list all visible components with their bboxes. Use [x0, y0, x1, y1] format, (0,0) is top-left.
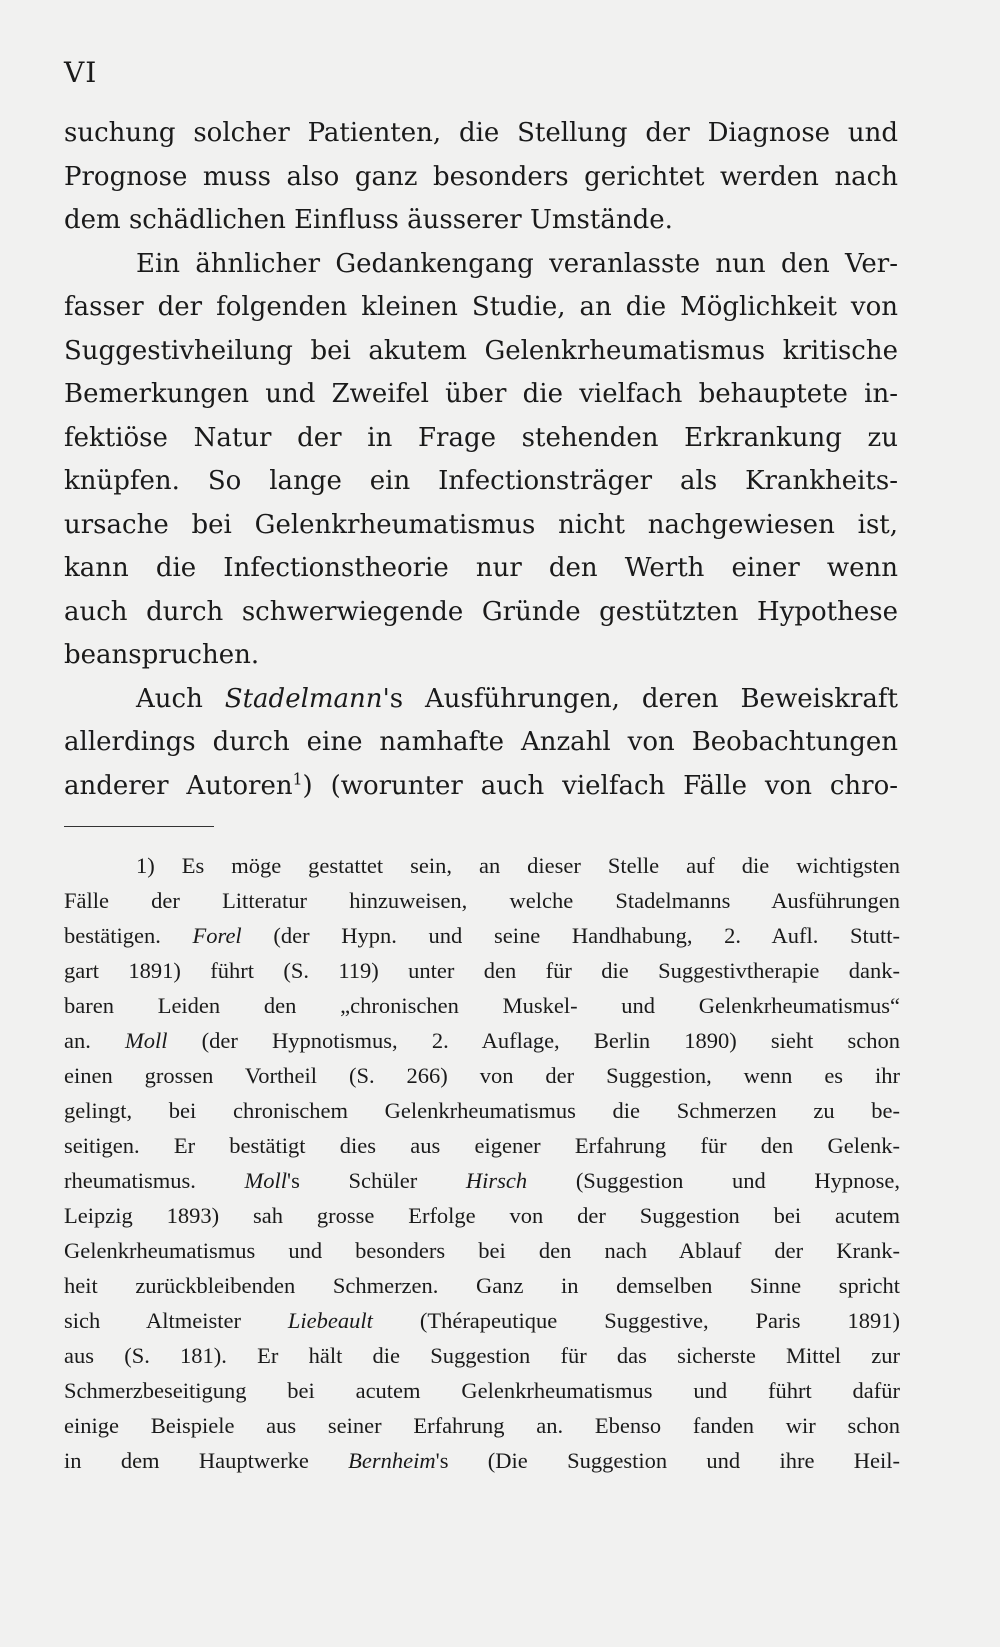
body-text — [64, 112, 898, 808]
body-line-text: 's Ausführungen, deren Beweiskraft — [382, 683, 898, 714]
body-line: dem schädlichen Einfluss äusserer Umstände. — [64, 205, 673, 235]
footnote-line: 1) Es möge gestattet sein, an dieser Stelle auf die wichtigsten — [136, 853, 900, 878]
footnote-line — [64, 918, 900, 953]
footnote-line — [64, 1443, 900, 1478]
body-line: kann die Infectionstheorie nur den Werth einer wenn — [64, 553, 898, 583]
footnote-text: rheumatismus. — [64, 1168, 245, 1193]
body-line — [64, 678, 898, 722]
footnote-text: an. — [64, 1028, 126, 1053]
body-line: Ein ähnlicher Gedankengang veranlasste nun den Ver- — [136, 248, 898, 279]
body-line: Suggestivheilung bei akutem Gelenkrheumatismus kritische — [64, 335, 898, 366]
footnote-line: gelingt, bei chronischem Gelenkrheumatismus die Schmerzen zu be- — [64, 1098, 900, 1123]
body-line — [64, 765, 898, 809]
author-name: Bernheim — [348, 1448, 436, 1473]
footnotes — [64, 848, 900, 1478]
footnote-line — [64, 1163, 900, 1198]
footnote-line: heit zurückbleibenden Schmerzen. Ganz in demselben Sinne spricht — [64, 1273, 900, 1298]
body-line: fektiöse Natur der in Frage stehenden Erkrankung zu — [64, 422, 898, 453]
body-line-text: Auch — [136, 683, 225, 714]
footnote-divider — [64, 826, 214, 827]
footnote-line: Fälle der Litteratur hinzuweisen, welche Stadelmanns Ausführungen — [64, 888, 900, 913]
body-line: auch durch schwerwiegende Gründe gestützten Hypothese — [64, 596, 898, 627]
footnote-line: Schmerzbeseitigung bei acutem Gelenkrheumatismus und führt dafür — [64, 1378, 900, 1403]
footnote-text: (Suggestion und Hypnose, — [527, 1168, 901, 1193]
page-number: VI — [64, 56, 98, 89]
footnote-line: Gelenkrheumatismus und besonders bei den nach Ablauf der Krank- — [64, 1238, 900, 1263]
footnote-text: 's Schüler — [287, 1168, 466, 1193]
body-line-text: ) (worunter auch vielfach Fälle von chro- — [302, 770, 899, 801]
footnote-line: einen grossen Vortheil (S. 266) von der Suggestion, wenn es ihr — [64, 1063, 900, 1088]
footnote-text: (Thérapeutique Suggestive, Paris 1891) — [372, 1308, 900, 1333]
author-name: Hirsch — [465, 1168, 528, 1193]
footnote-text: (der Hypn. und seine Handhabung, 2. Aufl. Stutt- — [241, 923, 900, 948]
footnote-text: 's (Die Suggestion und ihre Heil- — [435, 1448, 900, 1473]
body-line: knüpfen. So lange ein Infectionsträger als Krankheits- — [64, 466, 898, 496]
footnote-line: aus (S. 181). Er hält die Suggestion für das sicherste Mittel zur — [64, 1343, 900, 1368]
author-name: Stadelmann — [224, 683, 383, 714]
body-line: ursache bei Gelenkrheumatismus nicht nachgewiesen ist, — [64, 509, 898, 540]
body-line: Prognose muss also ganz besonders gerichtet werden nach — [64, 161, 898, 192]
footnote-line — [64, 1303, 900, 1338]
author-name: Moll — [125, 1028, 168, 1053]
body-line: beanspruchen. — [64, 640, 260, 670]
body-line-text: anderer Autoren — [64, 770, 293, 801]
author-name: Liebeault — [287, 1308, 373, 1333]
footnote-line: gart 1891) führt (S. 119) unter den für die Suggestivtherapie dank- — [64, 958, 900, 983]
footnote-line: Leipzig 1893) sah grosse Erfolge von der Suggestion bei acutem — [64, 1203, 900, 1228]
body-line: Bemerkungen und Zweifel über die vielfach behauptete in- — [64, 379, 898, 409]
footnote-line — [64, 1023, 900, 1058]
body-line: allerdings durch eine namhafte Anzahl von Beobachtungen — [64, 727, 898, 757]
footnote-text: in dem Hauptwerke — [64, 1448, 349, 1473]
author-name: Forel — [192, 923, 242, 948]
body-line: suchung solcher Patienten, die Stellung der Diagnose und — [64, 118, 898, 148]
footnote-text: sich Altmeister — [64, 1308, 288, 1333]
footnote-line: baren Leiden den „chronischen Muskel- und Gelenkrheumatismus“ — [64, 993, 900, 1018]
footnote-ref: 1 — [292, 769, 303, 788]
author-name: Moll — [244, 1168, 288, 1193]
footnote-text: (der Hypnotismus, 2. Auflage, Berlin 1890) sieht schon — [167, 1028, 900, 1053]
body-line: fasser der folgenden kleinen Studie, an die Möglichkeit von — [64, 292, 898, 322]
footnote-line: einige Beispiele aus seiner Erfahrung an. Ebenso fanden wir schon — [64, 1413, 900, 1438]
footnote-text: bestätigen. — [64, 923, 193, 948]
footnote-line: seitigen. Er bestätigt dies aus eigener Erfahrung für den Gelenk- — [64, 1133, 900, 1158]
